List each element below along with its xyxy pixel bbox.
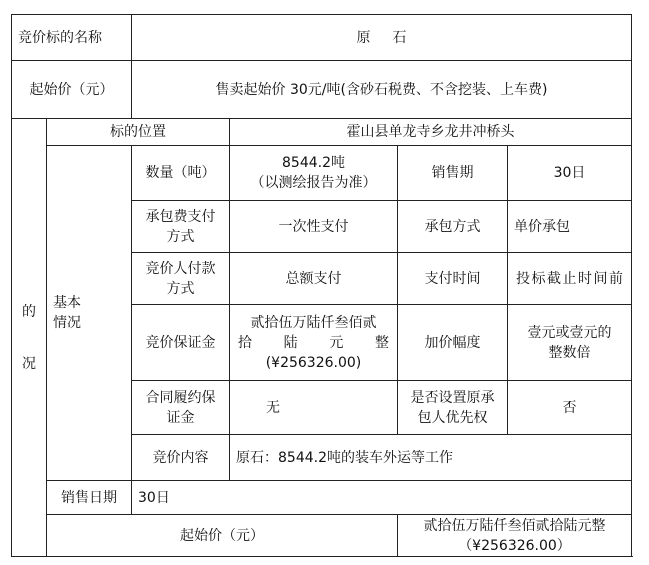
perf-label-line2: 证金 [166, 409, 195, 426]
priority-label-line2: 包人优先权 [417, 409, 488, 426]
bidder-pay-label [132, 253, 230, 305]
deposit-value-line2: 拾陆元整 [238, 334, 389, 351]
row-start-price-top [12, 61, 632, 119]
basic-group-label [47, 146, 132, 481]
quantity-value-line1: 8544.2吨 [282, 155, 345, 171]
sale-period-value: 30日 [508, 146, 632, 201]
increment-value-line2: 整数倍 [548, 344, 591, 361]
contract-label: 承包方式 [398, 201, 508, 253]
side-char-2: 况 [22, 355, 36, 372]
contract-value: 单价承包 [508, 201, 632, 253]
start-price-top-value: 售卖起始价 30元/吨(含砂石税费、不含挖装、上车费) [132, 61, 632, 119]
deposit-label: 竞价保证金 [132, 305, 230, 381]
name-label: 竞价标的名称 [12, 15, 132, 61]
basic-side-label [12, 119, 47, 557]
content-label: 竞价内容 [132, 435, 230, 481]
quantity-value [230, 146, 398, 201]
increment-label: 加价幅度 [398, 305, 508, 381]
perf-label [132, 381, 230, 435]
bidder-pay-label-line1: 竞价人付款 [145, 260, 216, 277]
increment-value [508, 305, 632, 381]
row-quantity [12, 146, 632, 201]
pay-time-label: 支付时间 [398, 253, 508, 305]
basic-group-label-line1: 基本 [53, 295, 81, 311]
priority-label-line1: 是否设置原承 [410, 389, 495, 406]
fee-pay-value: 一次性支付 [230, 201, 398, 253]
priority-value: 否 [508, 381, 632, 435]
bidder-pay-value: 总额支付 [230, 253, 398, 305]
increment-value-line1: 壹元或壹元的 [527, 324, 612, 341]
perf-label-line1: 合同履约保 [145, 389, 216, 406]
start-price-bottom-value: 贰拾伍万陆仟叁佰贰拾陆元整（¥256326.00） [398, 515, 632, 557]
deposit-value-line3: (¥256326.00) [265, 354, 362, 371]
fee-pay-label [132, 201, 230, 253]
row-name [12, 15, 632, 61]
fee-pay-label-line2: 方式 [166, 228, 195, 245]
row-start-price-bottom [12, 515, 632, 557]
sale-period-label: 销售期 [398, 146, 508, 201]
perf-value: 无 [230, 381, 398, 435]
priority-label [398, 381, 508, 435]
deposit-value-line1: 贰拾伍万陆仟叁佰贰 [250, 314, 377, 331]
pay-time-value: 投标截止时间前 [508, 253, 632, 305]
content-value: 原石：8544.2吨的装车外运等工作 [230, 435, 632, 481]
bid-info-table [11, 14, 632, 557]
row-location [12, 119, 632, 146]
sale-date-label: 销售日期 [47, 481, 132, 515]
name-value: 原石 [132, 15, 632, 61]
location-value: 霍山县单龙寺乡龙井冲桥头 [230, 119, 632, 146]
deposit-value [230, 305, 398, 381]
sale-date-value: 30日 [132, 481, 632, 515]
basic-group-label-line2: 情况 [53, 315, 81, 331]
row-sale-date [12, 481, 632, 515]
fee-pay-label-line1: 承包费支付 [145, 208, 216, 225]
start-price-top-label: 起始价（元） [12, 61, 132, 119]
start-price-bottom-label: 起始价（元） [47, 515, 398, 557]
side-char-1: 的 [22, 303, 36, 320]
quantity-label: 数量（吨） [132, 146, 230, 201]
bidder-pay-label-line2: 方式 [166, 280, 195, 297]
quantity-value-line2: （以测绘报告为准） [250, 175, 377, 191]
location-label: 标的位置 [47, 119, 230, 146]
